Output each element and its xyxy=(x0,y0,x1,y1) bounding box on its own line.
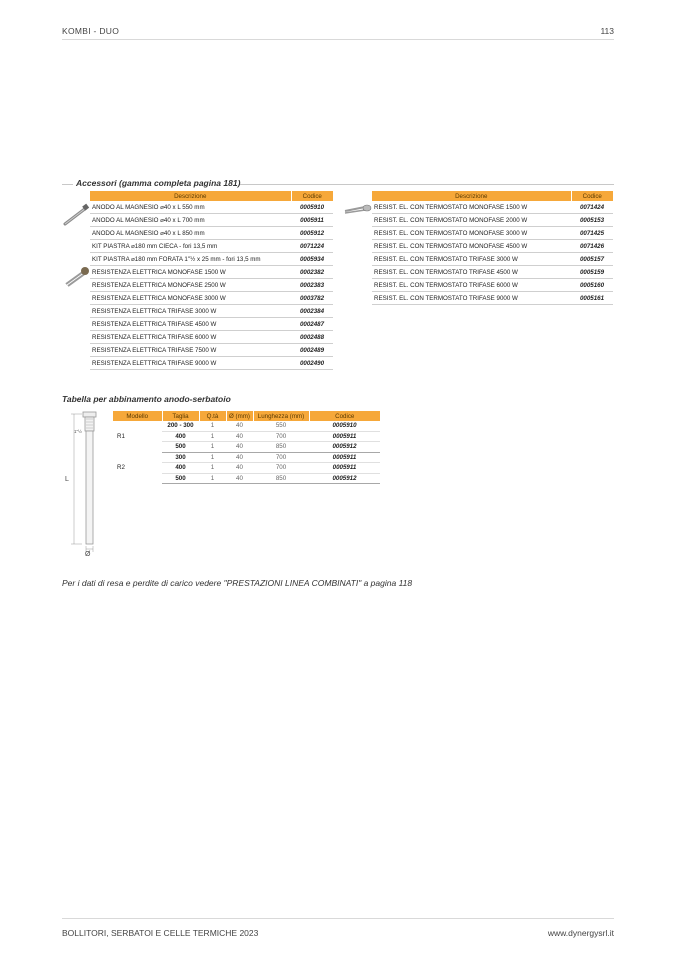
codice-cell: 0005912 xyxy=(309,442,380,453)
footer-rule xyxy=(62,918,614,919)
table-row xyxy=(113,452,380,463)
codice-cell: 0005911 xyxy=(309,431,380,442)
running-header: KOMBI - DUO xyxy=(62,26,120,36)
abbinamento-table xyxy=(113,411,380,484)
col-header-taglia: Taglia xyxy=(162,411,199,421)
table-row xyxy=(90,344,333,357)
item-description: KIT PIASTRA ⌀180 mm CIECA - fori 13,5 mm xyxy=(90,240,291,253)
lunghezza-cell: 850 xyxy=(253,442,309,453)
item-description: RESISTENZA ELETTRICA TRIFASE 9000 W xyxy=(90,357,291,370)
diameter-label: Ø xyxy=(85,551,91,558)
col-header-codice: Codice xyxy=(571,191,613,201)
item-code: 0005159 xyxy=(571,266,613,279)
length-label: L xyxy=(65,476,69,483)
table-row xyxy=(90,240,333,253)
col-header-codice: Codice xyxy=(291,191,333,201)
table-row xyxy=(372,266,613,279)
diam-cell: 40 xyxy=(226,473,253,484)
col-header-descrizione: Descrizione xyxy=(90,191,291,201)
item-description: RESIST. EL. CON TERMOSTATO MONOFASE 4500 W xyxy=(372,240,571,253)
table-row xyxy=(90,318,333,331)
header-rule xyxy=(62,39,614,40)
item-code: 0003782 xyxy=(291,292,333,305)
item-code: 0005160 xyxy=(571,279,613,292)
title-rule-left xyxy=(62,184,73,185)
item-code: 0005912 xyxy=(291,227,333,240)
table-row xyxy=(90,305,333,318)
table-row xyxy=(372,214,613,227)
item-description: RESISTENZA ELETTRICA TRIFASE 3000 W xyxy=(90,305,291,318)
table-row xyxy=(372,227,613,240)
item-description: RESISTENZA ELETTRICA TRIFASE 6000 W xyxy=(90,331,291,344)
item-description: RESIST. EL. CON TERMOSTATO TRIFASE 9000 W xyxy=(372,292,571,305)
performance-note: Per i dati di resa e perdite di carico vedere "PRESTAZIONI LINEA COMBINATI" a pagina 118 xyxy=(62,578,413,588)
item-code: 0005157 xyxy=(571,253,613,266)
item-description: RESIST. EL. CON TERMOSTATO TRIFASE 6000 W xyxy=(372,279,571,292)
table-row xyxy=(90,253,333,266)
item-description: ANODO AL MAGNESIO ⌀40 x L 850 mm xyxy=(90,227,291,240)
lunghezza-cell: 700 xyxy=(253,431,309,442)
item-description: RESIST. EL. CON TERMOSTATO MONOFASE 3000 W xyxy=(372,227,571,240)
item-code: 0002487 xyxy=(291,318,333,331)
table-row xyxy=(372,201,613,214)
table-row xyxy=(372,253,613,266)
item-description: RESISTENZA ELETTRICA MONOFASE 1500 W xyxy=(90,266,291,279)
model-r2: R2 xyxy=(117,464,125,472)
lunghezza-cell: 850 xyxy=(253,473,309,484)
item-description: RESISTENZA ELETTRICA MONOFASE 2500 W xyxy=(90,279,291,292)
accessori-title: Accessori (gamma completa pagina 181) xyxy=(76,178,241,188)
item-code: 0071425 xyxy=(571,227,613,240)
item-description: RESISTENZA ELETTRICA TRIFASE 7500 W xyxy=(90,344,291,357)
item-code: 0071426 xyxy=(571,240,613,253)
col-header-qta: Q.tà xyxy=(199,411,226,421)
lunghezza-cell: 700 xyxy=(253,463,309,474)
diam-cell: 40 xyxy=(226,431,253,442)
item-description: RESISTENZA ELETTRICA TRIFASE 4500 W xyxy=(90,318,291,331)
accessori-left-table xyxy=(90,191,333,370)
qta-cell: 1 xyxy=(199,421,226,431)
item-description: KIT PIASTRA ⌀180 mm FORATA 1"½ x 25 mm - fori 13,5 mm xyxy=(90,253,291,266)
codice-cell: 0005912 xyxy=(309,473,380,484)
heating-element-icon xyxy=(62,264,90,293)
item-code: 0005153 xyxy=(571,214,613,227)
table-row xyxy=(113,421,380,431)
item-description: RESISTENZA ELETTRICA MONOFASE 3000 W xyxy=(90,292,291,305)
anode-diagram xyxy=(62,410,106,567)
col-header-codice: Codice xyxy=(309,411,380,421)
item-code: 0002490 xyxy=(291,357,333,370)
taglia-cell: 500 xyxy=(162,442,199,453)
item-code: 0002382 xyxy=(291,266,333,279)
item-description: ANODO AL MAGNESIO ⌀40 x L 700 mm xyxy=(90,214,291,227)
footer-website: www.dynergysrl.it xyxy=(547,928,614,938)
table-row xyxy=(90,292,333,305)
qta-cell: 1 xyxy=(199,431,226,442)
item-description: RESIST. EL. CON TERMOSTATO MONOFASE 2000 W xyxy=(372,214,571,227)
item-code: 0005910 xyxy=(291,201,333,214)
item-code: 0002488 xyxy=(291,331,333,344)
table-row xyxy=(90,266,333,279)
diam-cell: 40 xyxy=(226,463,253,474)
footer-title: BOLLITORI, SERBATOI E CELLE TERMICHE 2023 xyxy=(62,928,259,938)
taglia-cell: 400 xyxy=(162,463,199,474)
qta-cell: 1 xyxy=(199,452,226,463)
qta-cell: 1 xyxy=(199,442,226,453)
diam-cell: 40 xyxy=(226,452,253,463)
col-header-lunghezza: Lunghezza (mm) xyxy=(253,411,309,421)
model-r1: R1 xyxy=(117,433,125,440)
diam-cell: 40 xyxy=(226,421,253,431)
item-code: 0005934 xyxy=(291,253,333,266)
col-header-modello: Modello xyxy=(113,411,162,421)
page-number: 113 xyxy=(600,26,614,36)
item-description: RESIST. EL. CON TERMOSTATO TRIFASE 4500 W xyxy=(372,266,571,279)
table-row xyxy=(90,357,333,370)
anode-rod-icon xyxy=(62,203,90,232)
taglia-cell: 300 xyxy=(162,452,199,463)
codice-cell: 0005910 xyxy=(309,421,380,431)
item-code: 0071424 xyxy=(571,201,613,214)
lunghezza-cell: 550 xyxy=(253,421,309,431)
item-code: 0005161 xyxy=(571,292,613,305)
lunghezza-cell: 700 xyxy=(253,452,309,463)
thermostat-element-icon xyxy=(343,201,373,222)
table-row xyxy=(372,240,613,253)
qta-cell: 1 xyxy=(199,463,226,474)
item-code: 0002383 xyxy=(291,279,333,292)
item-code: 0002489 xyxy=(291,344,333,357)
codice-cell: 0005911 xyxy=(309,452,380,463)
diam-cell: 40 xyxy=(226,442,253,453)
accessori-right-table xyxy=(372,191,613,305)
qta-cell: 1 xyxy=(199,473,226,484)
title-rule-right xyxy=(240,184,614,185)
item-description: ANODO AL MAGNESIO ⌀40 x L 550 mm xyxy=(90,201,291,214)
col-header-diametro: Ø (mm) xyxy=(226,411,253,421)
table-row xyxy=(90,331,333,344)
item-code: 0071224 xyxy=(291,240,333,253)
abbinamento-title: Tabella per abbinamento anodo-serbatoio xyxy=(62,394,231,404)
table-row xyxy=(372,292,613,305)
table-row xyxy=(90,214,333,227)
table-row xyxy=(90,227,333,240)
table-row xyxy=(90,201,333,214)
codice-cell: 0005911 xyxy=(309,463,380,474)
item-code: 0002384 xyxy=(291,305,333,318)
table-row xyxy=(90,279,333,292)
thread-label: 1"½ xyxy=(74,429,82,434)
item-code: 0005911 xyxy=(291,214,333,227)
item-description: RESIST. EL. CON TERMOSTATO MONOFASE 1500 W xyxy=(372,201,571,214)
taglia-cell: 400 xyxy=(162,431,199,442)
taglia-cell: 200 - 300 xyxy=(162,421,199,431)
item-description: RESIST. EL. CON TERMOSTATO TRIFASE 3000 W xyxy=(372,253,571,266)
col-header-descrizione: Descrizione xyxy=(372,191,571,201)
table-row xyxy=(372,279,613,292)
taglia-cell: 500 xyxy=(162,473,199,484)
